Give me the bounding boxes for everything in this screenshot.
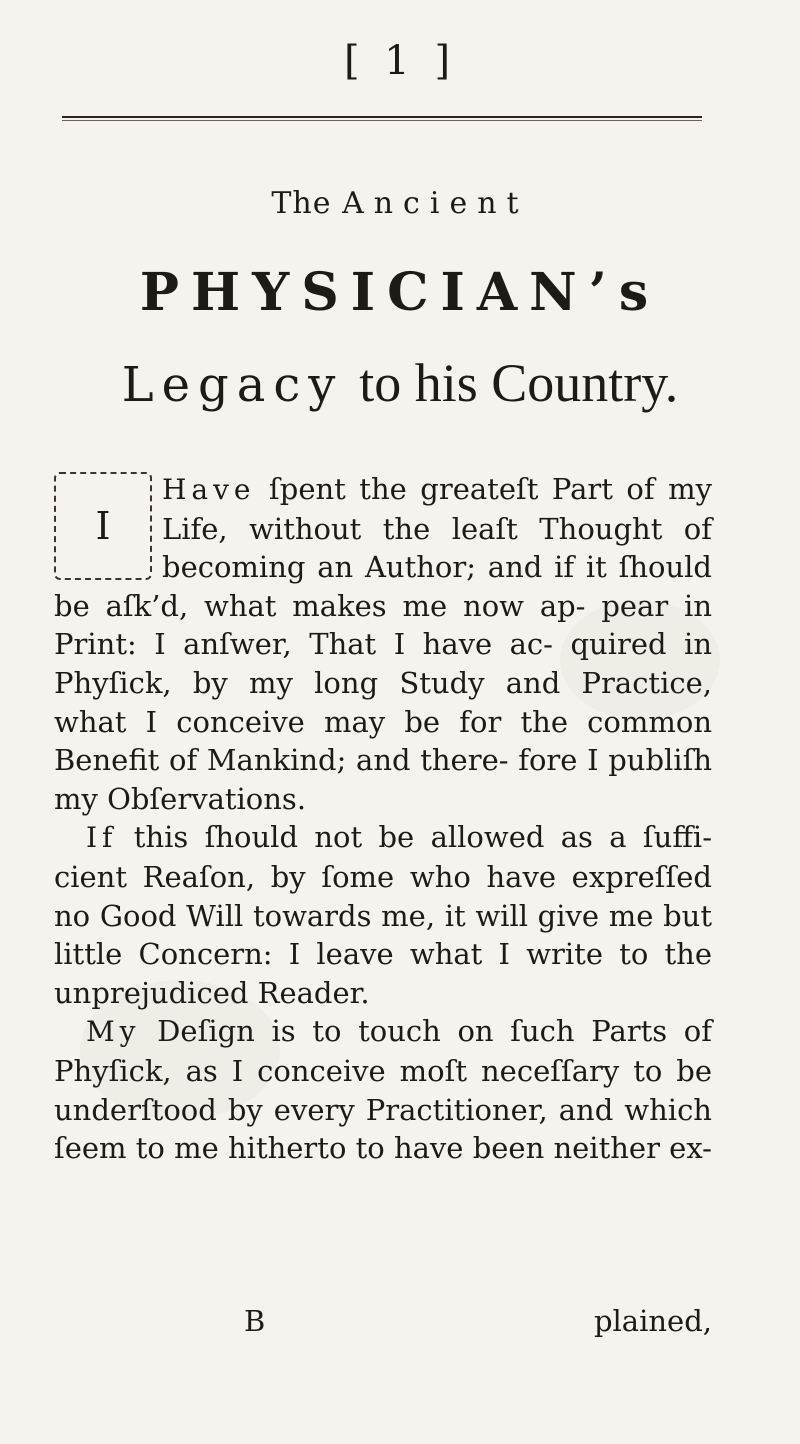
paragraph-text: Deſign is to touch on ſuch Parts of Phyſick, as I conceive moſt neceſſary to be underſtood by every Practitioner, and which ſeem to me hitherto to have been neither ex- bbox=[54, 1014, 713, 1166]
title-prefix: The bbox=[271, 186, 332, 221]
paragraph-text: ſpent the greateſt Part of my Life, without the leaſt Thought of becoming an Author; and if it ſhould be aſk’d, what makes me now ap- pear in Print: I anſwer, That I have ac- quired in Phyſick, by my long Study and Practice, what I conceive may be for the common Benefit of Mankind; and there- fore I publiſh my Obſervations. bbox=[54, 472, 712, 816]
title-ancient: Ancient bbox=[342, 186, 529, 221]
body-text bbox=[54, 470, 712, 1168]
title-line-1 bbox=[0, 186, 800, 221]
paragraph-lead: Have bbox=[162, 473, 256, 506]
paragraph-1 bbox=[54, 470, 712, 818]
dropcap-letter: I bbox=[95, 504, 111, 548]
header-rule-thin bbox=[62, 120, 702, 121]
title-line-3 bbox=[0, 352, 800, 414]
paragraph-3 bbox=[54, 1012, 712, 1167]
paragraph-lead: If bbox=[86, 821, 118, 855]
header-rule bbox=[62, 116, 702, 118]
title-line-2: PHYSICIAN’s bbox=[139, 262, 661, 323]
page-number: [ 1 ] bbox=[343, 38, 457, 84]
paragraph-2 bbox=[54, 818, 712, 1012]
paragraph-text: this ſhould not be allowed as a ſuffi- cient Reaſon, by ſome who have expreſſed no Good Will towards me, it will give me but little Concern: I leave what I write to the unprejudiced Reader. bbox=[54, 820, 713, 1010]
dropcap-space bbox=[54, 470, 162, 582]
title-legacy: Legacy bbox=[121, 357, 344, 413]
signature-mark: B bbox=[244, 1304, 266, 1338]
paragraph-lead: My bbox=[86, 1015, 141, 1049]
catchword: plained, bbox=[593, 1304, 712, 1338]
title-rest: to his Country. bbox=[359, 353, 679, 413]
